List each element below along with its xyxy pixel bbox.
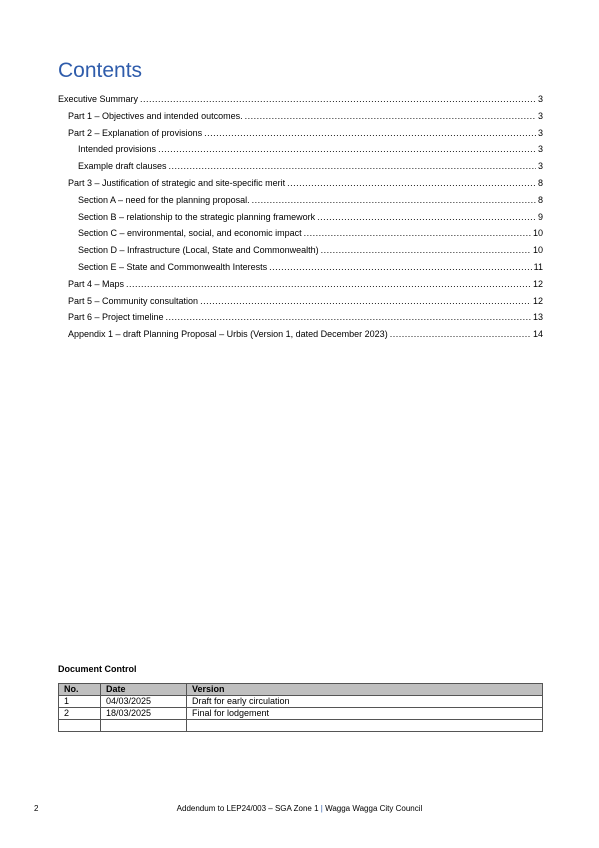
toc-entry-title: Section A – need for the planning proposal.: [78, 194, 250, 205]
cell-no: [59, 720, 101, 732]
toc-entry-title: Part 2 – Explanation of provisions: [68, 127, 203, 138]
toc-entry-page-number: 3: [537, 127, 543, 138]
toc-leader-dots: [126, 276, 531, 293]
toc-entry-title: Appendix 1 – draft Planning Proposal – Urbis (Version 1, dated December 2023): [68, 329, 388, 340]
toc-entry-page-number: 12: [532, 295, 543, 306]
toc-entry-title: Part 1 – Objectives and intended outcomes.: [68, 110, 243, 121]
toc-entry[interactable]: [58, 225, 543, 242]
footer-document-title: Addendum to LEP24/003 – SGA Zone 1: [176, 804, 321, 813]
column-header-no: No.: [59, 684, 101, 696]
document-control-heading: Document Control: [58, 664, 137, 674]
cell-date: 04/03/2025: [101, 696, 187, 708]
toc-leader-dots: [304, 225, 531, 242]
table-row: [59, 696, 543, 708]
toc-entry[interactable]: [58, 141, 543, 158]
cell-no: 2: [59, 708, 101, 720]
toc-entry[interactable]: [58, 91, 543, 108]
toc-leader-dots: [317, 209, 536, 226]
toc-leader-dots: [140, 91, 536, 108]
toc-entry-page-number: 8: [537, 194, 543, 205]
toc-leader-dots: [287, 175, 536, 192]
footer-text: [0, 804, 599, 813]
toc-entry-title: Executive Summary: [58, 94, 139, 104]
toc-entry[interactable]: [58, 108, 543, 125]
toc-entry-page-number: 14: [532, 329, 543, 340]
toc-entry-page-number: 8: [537, 177, 543, 188]
toc-entry-page-number: 3: [537, 161, 543, 172]
toc-entry-page-number: 11: [533, 261, 543, 272]
toc-entry-title: Part 5 – Community consultation: [68, 295, 199, 306]
toc-entry-title: Intended provisions: [78, 144, 157, 155]
toc-entry-title: Section B – relationship to the strategic planning framework: [78, 211, 316, 222]
toc-entry-title: Part 6 – Project timeline: [68, 312, 164, 323]
toc-entry[interactable]: [58, 259, 543, 276]
toc-entry-page-number: 13: [532, 312, 543, 323]
cell-date: 18/03/2025: [101, 708, 187, 720]
column-header-date: Date: [101, 684, 187, 696]
column-header-version: Version: [187, 684, 543, 696]
toc-entry[interactable]: [58, 293, 543, 310]
toc-entry-page-number: 10: [532, 245, 543, 256]
table-row: [59, 720, 543, 732]
cell-no: 1: [59, 696, 101, 708]
table-row: [59, 708, 543, 720]
toc-leader-dots: [204, 125, 536, 142]
cell-date: [101, 720, 187, 732]
toc-entry-title: Example draft clauses: [78, 161, 167, 172]
toc-entry[interactable]: [58, 242, 543, 259]
toc-entry[interactable]: [58, 175, 543, 192]
toc-leader-dots: [252, 192, 536, 209]
toc-entry-title: Part 3 – Justification of strategic and site-specific merit: [68, 177, 286, 188]
footer-separator: |: [320, 804, 323, 813]
cell-version: Final for lodgement: [187, 708, 543, 720]
toc-entry-title: Part 4 – Maps: [68, 278, 125, 289]
toc-entry[interactable]: [58, 309, 543, 326]
toc-leader-dots: [269, 259, 532, 276]
toc-leader-dots: [245, 108, 536, 125]
toc-leader-dots: [200, 293, 531, 310]
toc-entry-title: Section D – Infrastructure (Local, State and Commonwealth): [78, 245, 319, 256]
toc-leader-dots: [321, 242, 531, 259]
table-of-contents: [58, 91, 543, 343]
toc-entry-page-number: 3: [537, 110, 543, 121]
table-header-row: [59, 684, 543, 696]
toc-entry-title: Section C – environmental, social, and economic impact: [78, 228, 302, 239]
toc-entry-page-number: 3: [537, 144, 543, 155]
toc-entry[interactable]: [58, 158, 543, 175]
toc-leader-dots: [166, 309, 531, 326]
toc-entry[interactable]: [58, 276, 543, 293]
toc-leader-dots: [158, 141, 536, 158]
toc-entry[interactable]: [58, 192, 543, 209]
toc-leader-dots: [169, 158, 536, 175]
document-control-table: [58, 683, 543, 732]
toc-entry[interactable]: [58, 209, 543, 226]
footer-organisation: Wagga Wagga City Council: [322, 804, 423, 813]
toc-entry-page-number: 3: [537, 94, 543, 104]
page-title: Contents: [58, 59, 143, 82]
toc-entry[interactable]: [58, 125, 543, 142]
toc-entry-page-number: 10: [532, 228, 543, 239]
cell-version: Draft for early circulation: [187, 696, 543, 708]
page-number: 2: [34, 804, 39, 813]
cell-version: [187, 720, 543, 732]
toc-leader-dots: [390, 326, 531, 343]
toc-entry-title: Section E – State and Commonwealth Interests: [78, 261, 268, 272]
toc-entry-page-number: 9: [537, 211, 543, 222]
toc-entry[interactable]: [58, 326, 543, 343]
toc-entry-page-number: 12: [532, 278, 543, 289]
